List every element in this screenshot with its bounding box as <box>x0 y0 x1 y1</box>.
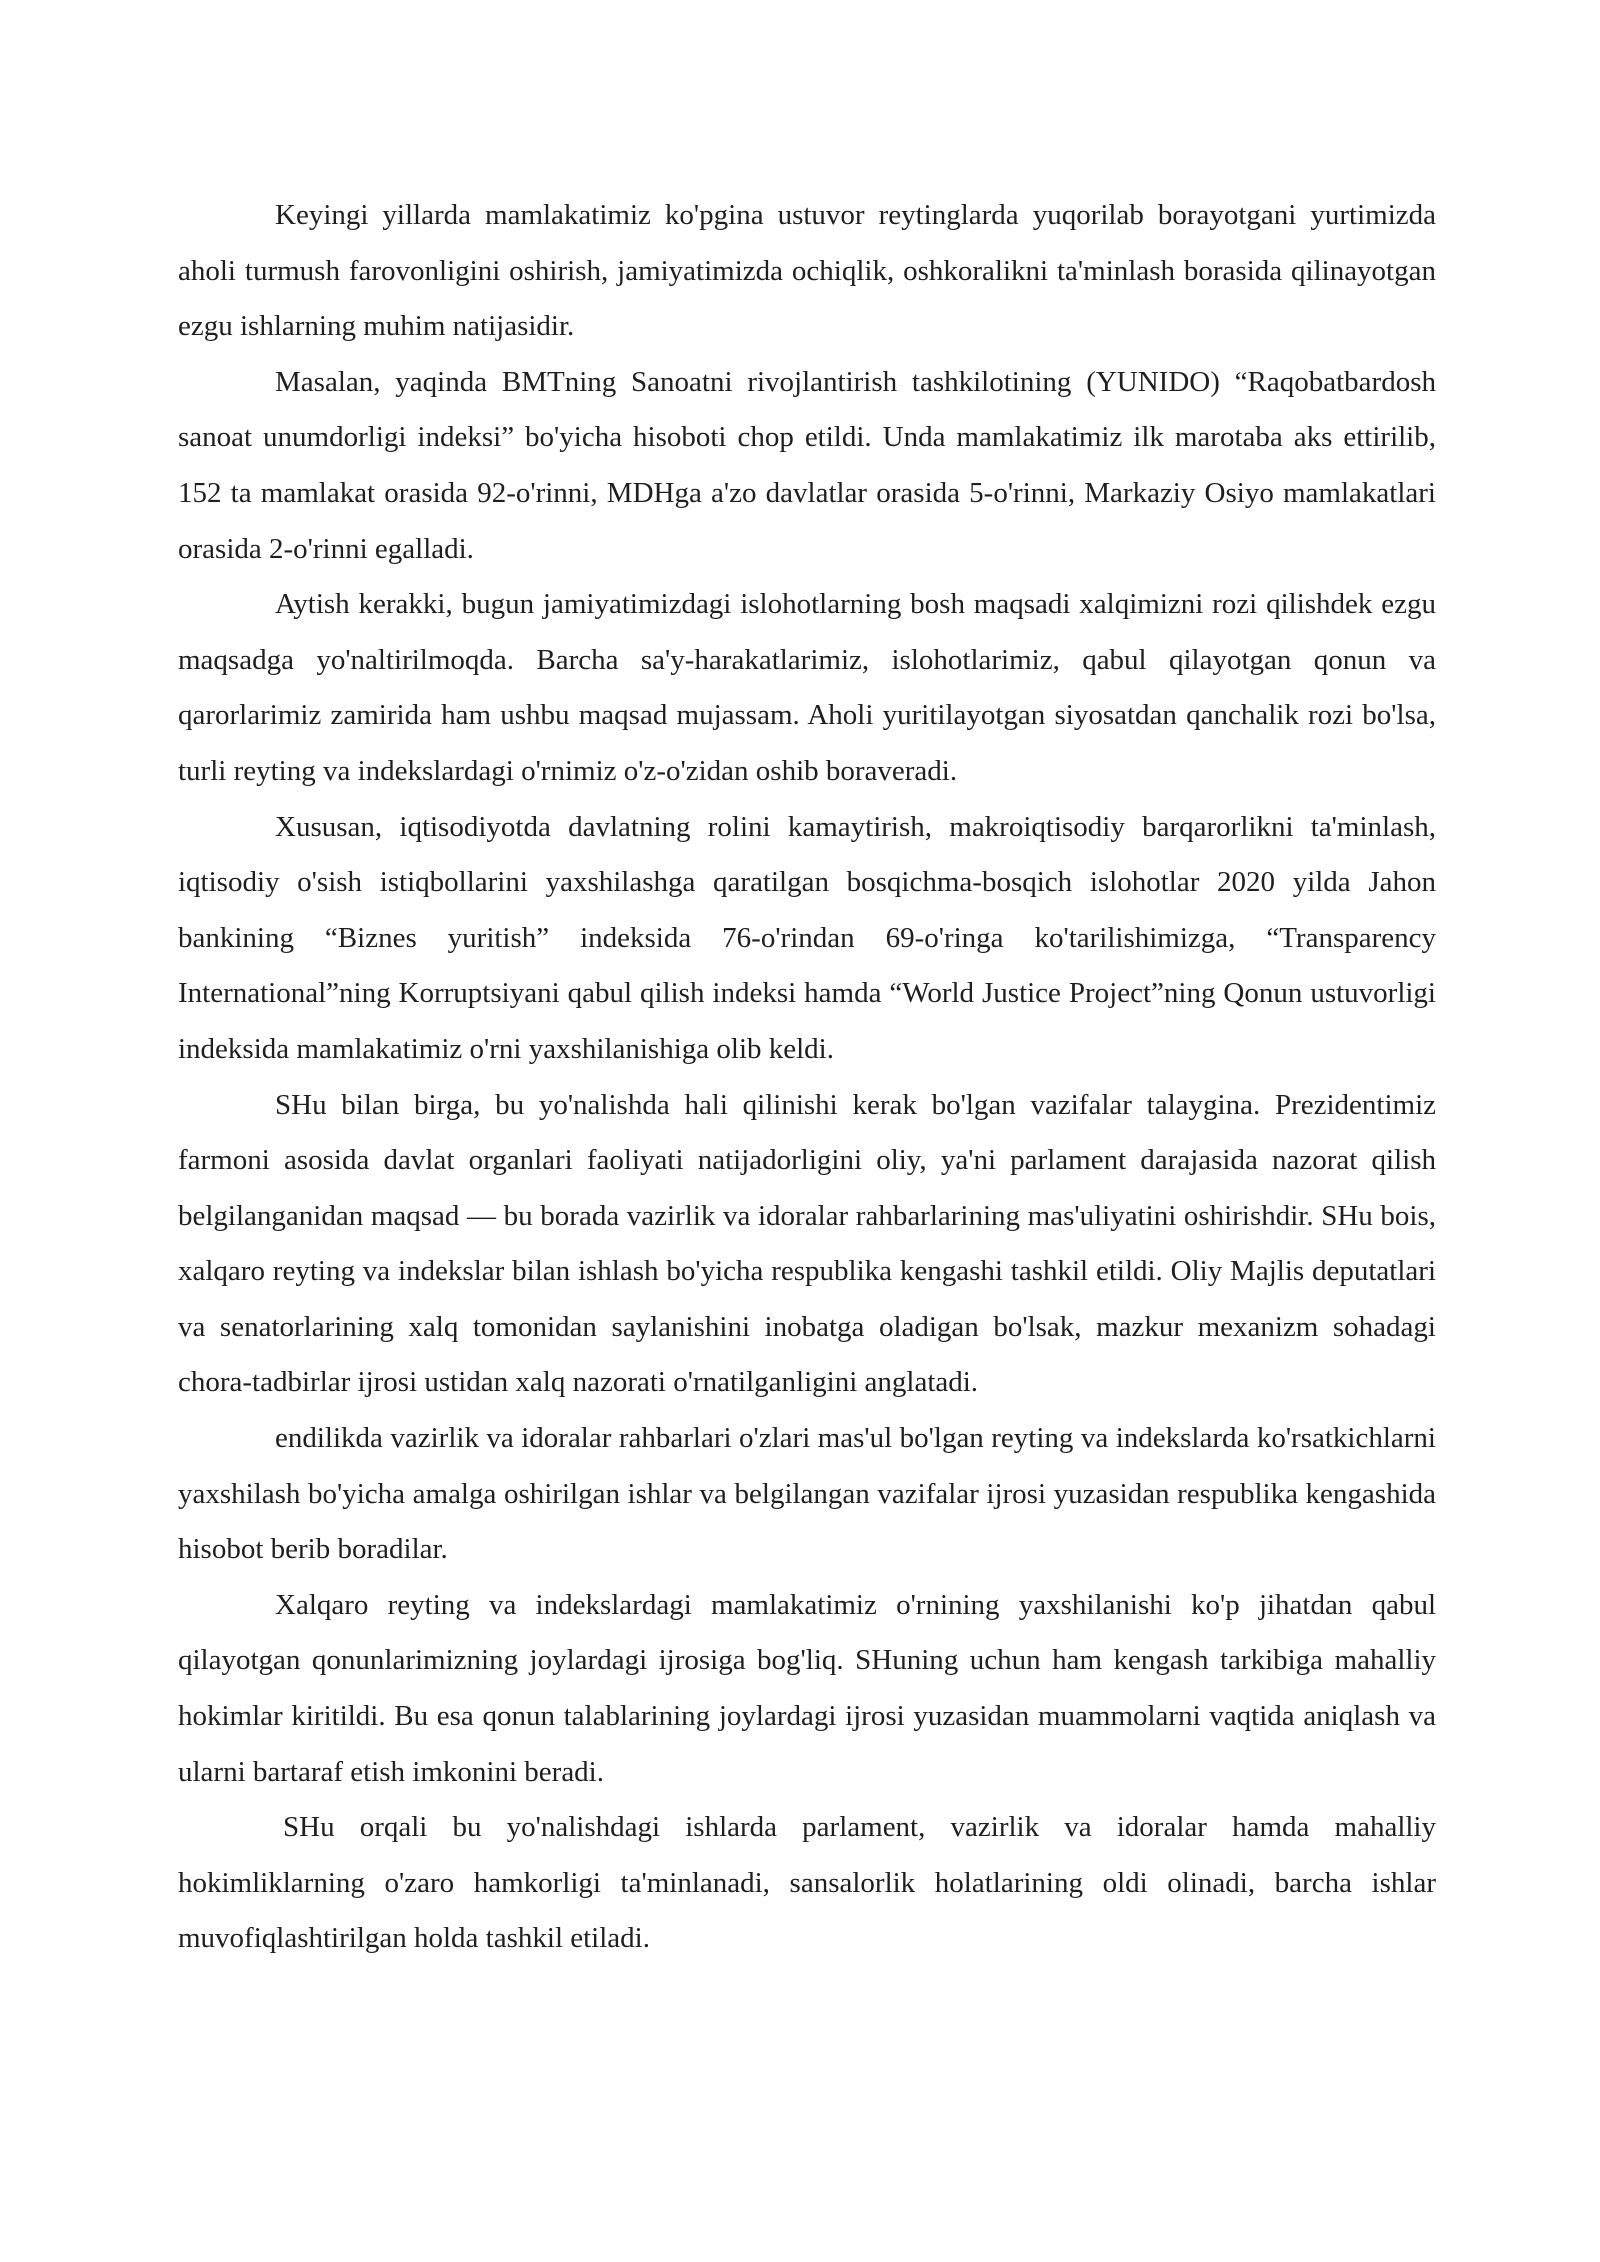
paragraph-8: SHu orqali bu yo'nalishdagi ishlarda parlament, vazirlik va idoralar hamda mahalliy hokimliklarning o'zaro hamkorligi ta'minlanadi, sansalorlik holatlarining oldi olinadi, barcha ishlar muvofiqlashtirilgan holda tashkil etiladi. <box>178 1811 1436 1955</box>
paragraph-3: Aytish kerakki, bugun jamiyatimizdagi islohotlarning bosh maqsadi xalqimizni rozi qilishdek ezgu maqsadga yo'naltirilmoqda. Barcha sa'y-harakatlarimiz, islohotlarimiz, qabul qilayotgan qonun va qarorlarimiz zamirida ham ushbu maqsad mujassam. Aholi yuritilayotgan siyosatdan qanchalik rozi bo'lsa, turli reyting va indekslardagi o'rnimiz o'z-o'zidan oshib boraveradi. <box>178 588 1436 787</box>
paragraph-6: endilikda vazirlik va idoralar rahbarlari o'zlari mas'ul bo'lgan reyting va indekslarda ko'rsatkichlarni yaxshilash bo'yicha amalga oshirilgan ishlar va belgilangan vazifalar ijrosi yuzasidan respublika kengashida hisobot berib boradilar. <box>178 1422 1436 1566</box>
paragraph-4: Xususan, iqtisodiyotda davlatning rolini kamaytirish, makroiqtisodiy barqarorlikni ta'minlash, iqtisodiy o'sish istiqbollarini yaxshilashga qaratilgan bosqichma-bosqich islohotlar 2020 yilda Jahon bankining “Biznes yuritish” indeksida 76-o'rindan 69-o'ringa ko'tarilishimizga, “Transparency International”ning Korruptsiyani qabul qilish indeksi hamda “World Justice Project”ning Qonun ustuvorligi indeksida mamlakatimiz o'rni yaxshilanishiga olib keldi. <box>178 810 1436 1065</box>
paragraph-7: Xalqaro reyting va indekslardagi mamlakatimiz o'rnining yaxshilanishi ko'p jihatdan qabul qilayotgan qonunlarimizning joylardagi ijrosiga bog'liq. SHuning uchun ham kengash tarkibiga mahalliy hokimlar kiritildi. Bu esa qonun talablarining joylardagi ijrosi yuzasidan muammolarni vaqtida aniqlash va ularni bartaraf etish imkonini beradi. <box>178 1588 1436 1788</box>
document-body <box>178 188 1436 1967</box>
paragraph-5: SHu bilan birga, bu yo'nalishda hali qilinishi kerak bo'lgan vazifalar talaygina. Prezidentimiz farmoni asosida davlat organlari faoliyati natijadorligini oliy, ya'ni parlament darajasida nazorat qilish belgilanganidan maqsad — bu borada vazirlik va idoralar rahbarlarining mas'uliyatini oshirishdir. SHu bois, xalqaro reyting va indekslar bilan ishlash bo'yicha respublika kengashi tashkil etildi. Oliy Majlis deputatlari va senatorlarining xalq tomonidan saylanishini inobatga oladigan bo'lsak, mazkur mexanizm sohadagi chora-tadbirlar ijrosi ustidan xalq nazorati o'rnatilganligini anglatadi. <box>178 1088 1436 1399</box>
paragraph-2: Masalan, yaqinda BMTning Sanoatni rivojlantirish tashkilotining (YUNIDO) “Raqobatbardosh sanoat unumdorligi indeksi” bo'yicha hisoboti chop etildi. Unda mamlakatimiz ilk marotaba aks ettirilib, 152 ta mamlakat orasida 92-o'rinni, MDHga a'zo davlatlar orasida 5-o'rinni, Markaziy Osiyo mamlakatlari orasida 2-o'rinni egalladi. <box>178 365 1436 565</box>
paragraph-1: Keyingi yillarda mamlakatimiz ko'pgina ustuvor reytinglarda yuqorilab borayotgani yurtimizda aholi turmush farovonligini oshirish, jamiyatimizda ochiqlik, oshkoralikni ta'minlash borasida qilinayotgan ezgu ishlarning muhim natijasidir. <box>178 199 1436 343</box>
